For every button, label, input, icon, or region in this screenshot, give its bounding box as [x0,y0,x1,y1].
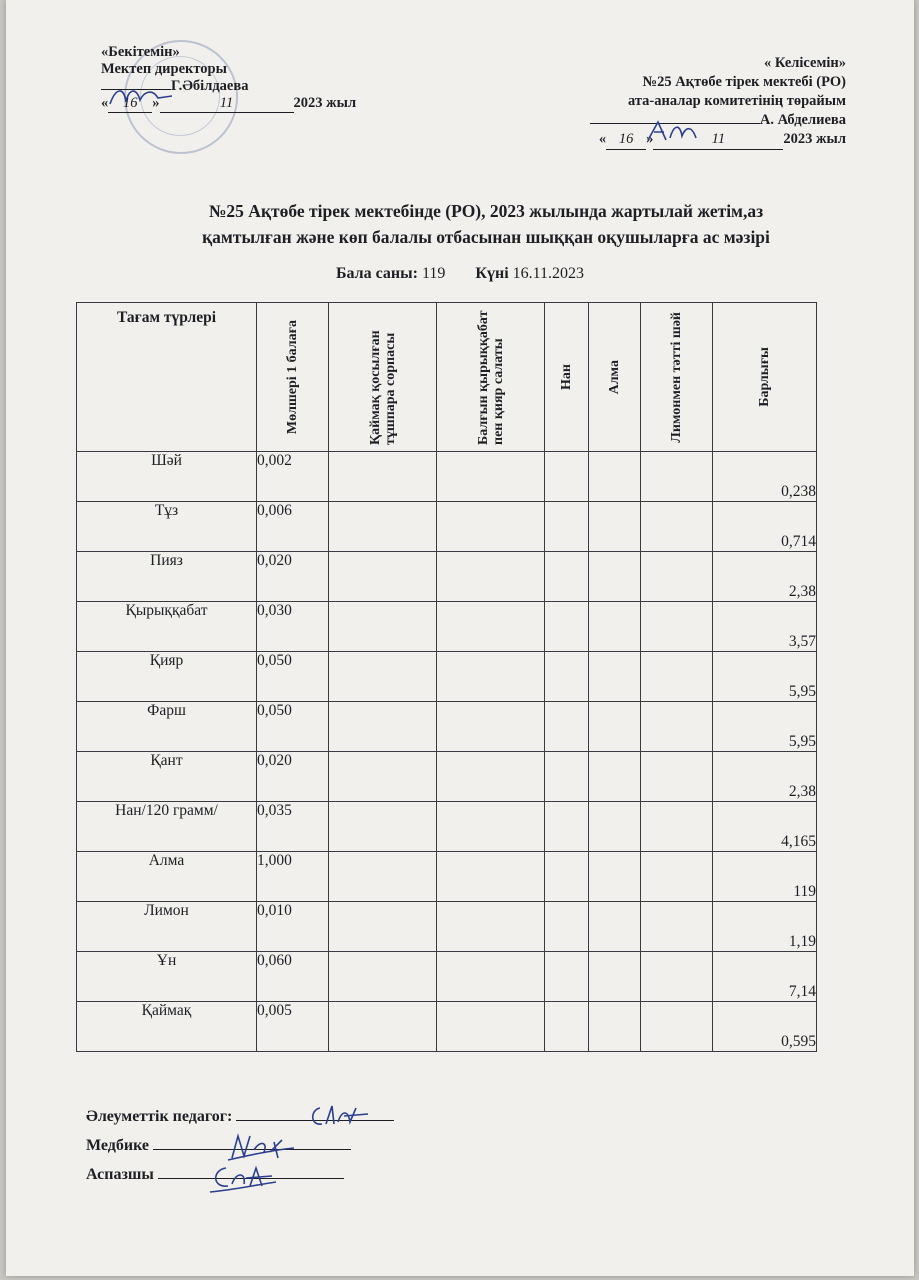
header-soup-label: Қаймақ қосылған тұшпара сорпасы [367,329,398,445]
agreement-position: ата-аналар комитетінің төрайым [628,93,846,109]
approval-day: 16 [108,95,152,113]
row-food-name: Тұз [77,502,257,552]
cook-signature [206,1160,280,1196]
header-apple-label: Алма [607,359,622,395]
header-portion [257,303,329,452]
row-portion: 0,050 [257,702,329,752]
social-pedagogue-label: Әлеуметтік педагог: [86,1108,233,1125]
row-portion: 0,020 [257,752,329,802]
menu-date: 16.11.2023 [512,265,585,282]
header-total [713,303,817,452]
header-tea [641,303,713,452]
approval-year: 2023 жыл [293,95,357,111]
row-food-name: Лимон [77,902,257,952]
table-body [77,452,817,1052]
row-total: 1,19 [713,902,817,952]
chair-signature [642,116,702,146]
approval-label: «Бекітемін» [101,44,180,60]
header-bread [545,303,589,452]
row-portion: 0,020 [257,552,329,602]
row-portion: 0,010 [257,902,329,952]
social-pedagogue-signature [306,1100,376,1132]
row-food-name: Қияр [77,652,257,702]
table-row [77,502,817,552]
row-food-name: Қаймақ [77,1002,257,1052]
table-row [77,952,817,1002]
table-row [77,802,817,852]
row-total: 5,95 [713,702,817,752]
table-row [77,1002,817,1052]
nurse-label: Медбике [86,1137,150,1154]
table-row [77,752,817,802]
row-total: 2,38 [713,552,817,602]
cook-label: Аспазшы [86,1166,154,1183]
row-total: 7,14 [713,952,817,1002]
row-portion: 0,030 [257,602,329,652]
row-food-name: Пияз [77,552,257,602]
table-row [77,452,817,502]
header-tea-label: Лимонмен тәтті шәй [669,311,684,443]
row-total: 2,38 [713,752,817,802]
row-portion: 0,035 [257,802,329,852]
header-food-types: Тағам түрлері [77,303,257,452]
row-food-name: Алма [77,852,257,902]
row-total: 0,238 [713,452,817,502]
table-row [77,552,817,602]
chair-name: А. Абделиева [759,112,846,128]
row-total: 4,165 [713,802,817,852]
row-portion: 0,006 [257,502,329,552]
row-food-name: Фарш [77,702,257,752]
children-label: Бала саны: [335,265,418,282]
director-name: Г.Әбілдаева [171,78,249,94]
table-row [77,702,817,752]
row-total: 3,57 [713,602,817,652]
row-total: 5,95 [713,652,817,702]
director-signature [106,82,176,112]
header-soup [329,303,437,452]
menu-table [76,302,817,1052]
header-salad [437,303,545,452]
row-food-name: Нан/120 грамм/ [77,802,257,852]
header-total-label: Барлығы [757,347,772,407]
approval-date: « 16 » 11 2023 жыл [101,95,357,111]
row-portion: 0,005 [257,1002,329,1052]
row-total: 0,714 [713,502,817,552]
agreement-label: « Келісемін» [764,55,846,71]
row-food-name: Ұн [77,952,257,1002]
row-portion: 0,050 [257,652,329,702]
header-apple [589,303,641,452]
table-row [77,652,817,702]
approval-position: Мектеп директоры [101,61,227,77]
table-header-row [77,303,817,452]
agreement-day: 16 [606,130,646,150]
agreement-month: 11 [653,130,783,150]
header-bread-label: Нан [559,364,574,390]
row-total: 119 [713,852,817,902]
title-line-2: қамтылған және көп балалы отбасынан шыққан оқушыларға ас мәзірі [202,227,770,247]
title-line-1: №25 Ақтөбе тірек мектебінде (РО), 2023 жылында жартылай жетім,аз [208,201,764,221]
row-food-name: Қырыққабат [77,602,257,652]
row-total: 0,595 [713,1002,817,1052]
table-row [77,852,817,902]
agreement-date: « 16 » 11 2023 жыл [546,130,846,150]
document-title [106,198,866,250]
row-portion: 0,060 [257,952,329,1002]
row-food-name: Шәй [77,452,257,502]
document-meta [6,265,914,283]
approval-month: 11 [160,95,294,113]
agreement-year: 2023 жыл [783,131,846,147]
header-salad-label: Балғын қырыққабат пен қияр салаты [475,310,506,445]
document-page [6,0,914,1276]
row-portion: 1,000 [257,852,329,902]
row-food-name: Қант [77,752,257,802]
date-label: Күні [475,265,509,282]
children-count: 119 [421,265,446,282]
row-portion: 0,002 [257,452,329,502]
agreement-org: №25 Ақтөбе тірек мектебі (РО) [642,74,846,90]
header-portion-label: Мөлшері 1 балаға [285,319,300,435]
table-row [77,902,817,952]
table-row [77,602,817,652]
